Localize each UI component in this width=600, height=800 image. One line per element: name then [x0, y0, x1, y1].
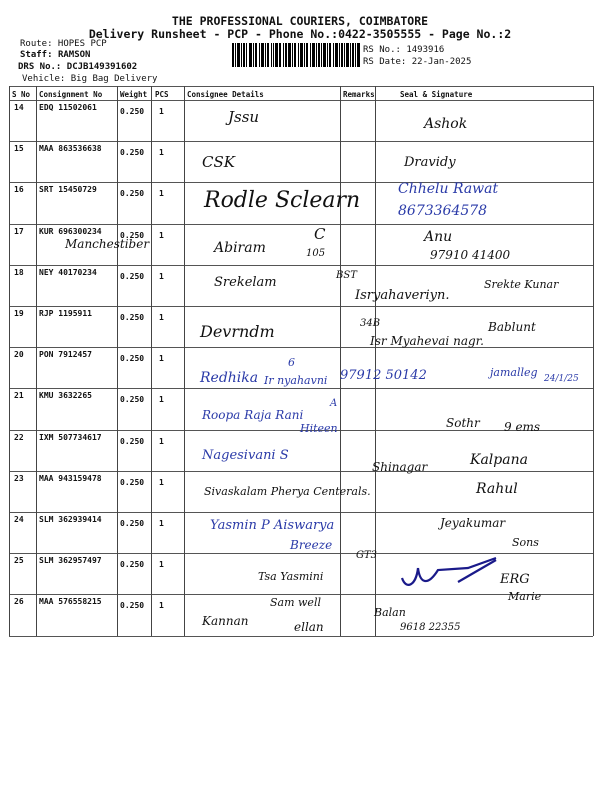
col-divider	[184, 306, 185, 347]
handwritten-address: Isryahaveriyn.	[355, 288, 450, 303]
table-top-border	[9, 86, 593, 87]
row-pcs: 1	[159, 477, 164, 487]
col-divider	[593, 471, 594, 512]
row-sno: 18	[14, 267, 24, 277]
handwritten-signature-part: 9 ems	[504, 420, 541, 434]
handwritten-consignee: Jssu	[228, 108, 260, 126]
row-pcs: 1	[159, 519, 164, 528]
col-divider	[593, 594, 594, 635]
col-divider	[151, 86, 152, 100]
col-divider	[9, 471, 10, 512]
header-bottom-border	[9, 100, 593, 101]
col-divider	[184, 86, 185, 100]
col-divider	[375, 224, 376, 265]
row-sno: 22	[14, 432, 24, 442]
handwritten-signature: Balan	[374, 606, 406, 619]
row-pcs: 1	[159, 560, 164, 570]
col-divider	[593, 224, 594, 265]
col-divider	[151, 388, 152, 429]
row-border	[9, 182, 593, 183]
handwritten-consignee: Devrndm	[200, 322, 275, 341]
rs-number: RS No.: 1493916	[363, 45, 445, 55]
handwritten-address: Hiteen	[300, 422, 338, 435]
handwritten-signature-part: Marie	[508, 590, 542, 603]
col-divider	[36, 224, 37, 265]
handwritten-signature: Sothr	[446, 416, 480, 430]
col-divider	[151, 265, 152, 306]
col-divider	[9, 594, 10, 635]
col-divider	[9, 265, 10, 306]
handwritten-address: Shinagar	[372, 460, 428, 474]
drs-text	[18, 62, 137, 72]
handwritten-signature: Anu	[424, 229, 453, 245]
col-divider	[184, 471, 185, 512]
col-divider	[117, 100, 118, 141]
col-divider	[184, 182, 185, 223]
col-divider	[375, 512, 376, 553]
col-divider	[340, 224, 341, 265]
row-consignment-no: MAA 943159478	[39, 473, 102, 483]
row-weight: 0.250	[120, 230, 145, 240]
col-divider	[117, 86, 118, 100]
handwritten-address: Breeze	[290, 538, 333, 552]
route-text: Route: HOPES PCP	[20, 39, 107, 49]
col-divider	[117, 347, 118, 388]
row-consignment-no: SRT 15450729	[39, 185, 97, 195]
row-sno: 19	[14, 309, 24, 318]
handwritten-door-number: 34B	[360, 318, 381, 329]
col-divider	[36, 430, 37, 471]
handwritten-phone: 97912 50142	[340, 368, 427, 383]
handwritten-signature: Jeyakumar	[440, 516, 506, 530]
col-divider	[340, 306, 341, 347]
handwritten-phone: 9618 22355	[400, 622, 461, 633]
handwritten-note: Manchestiber	[65, 237, 150, 251]
col-divider	[340, 512, 341, 553]
col-divider	[593, 430, 594, 471]
row-sno: 25	[14, 556, 24, 566]
col-divider	[151, 182, 152, 223]
col-divider	[117, 430, 118, 471]
row-border	[9, 636, 593, 637]
col-divider	[340, 141, 341, 182]
row-sno: 23	[14, 473, 24, 483]
row-weight: 0.250	[120, 271, 145, 281]
row-border	[9, 388, 593, 389]
handwritten-note: BST	[336, 270, 357, 281]
col-divider	[375, 182, 376, 223]
runsheet-subtitle: Delivery Runsheet - PCP - Phone No.:0422-3505555 - Page No.:2	[88, 27, 512, 41]
row-sno: 21	[14, 391, 24, 401]
col-divider	[9, 347, 10, 388]
handwritten-consignee: Nagesivani S	[202, 448, 289, 463]
handwritten-consignee: Kannan	[202, 614, 249, 628]
row-consignment-no: MAA 576558215	[39, 597, 102, 607]
row-border	[9, 347, 593, 348]
handwritten-address: Isr Myahevai nagr.	[370, 334, 484, 348]
row-pcs: 1	[159, 271, 164, 281]
col-divider	[151, 141, 152, 182]
row-consignment-no: SLM 362957497	[39, 556, 102, 566]
col-divider	[184, 430, 185, 471]
handwritten-door-number: 6	[288, 356, 295, 369]
col-divider	[36, 100, 37, 141]
col-divider	[9, 388, 10, 429]
row-weight: 0.250	[120, 560, 145, 570]
col-divider	[593, 553, 594, 594]
col-divider	[151, 100, 152, 141]
row-consignment-no: SLM 362939414	[39, 515, 102, 524]
handwritten-scribble-signature	[398, 556, 502, 590]
handwritten-note: GT3	[356, 550, 378, 561]
col-divider	[117, 182, 118, 223]
row-border	[9, 512, 593, 513]
row-pcs: 1	[159, 354, 164, 364]
col-divider	[340, 100, 341, 141]
row-border	[9, 265, 593, 266]
row-weight: 0.250	[120, 313, 145, 322]
row-consignment-no: MAA 863536638	[39, 144, 102, 154]
handwritten-signature: Chhelu Rawat	[398, 181, 499, 197]
handwritten-phone: 8673364578	[398, 203, 488, 219]
col-divider	[340, 594, 341, 635]
row-pcs: 1	[159, 601, 164, 611]
row-weight: 0.250	[120, 601, 145, 611]
handwritten-consignee: CSK	[202, 153, 235, 171]
col-divider	[36, 553, 37, 594]
col-divider	[117, 512, 118, 553]
col-divider	[36, 471, 37, 512]
barcode	[232, 43, 360, 67]
handwritten-note: A	[330, 398, 338, 409]
col-divider	[184, 553, 185, 594]
col-divider	[593, 512, 594, 553]
row-sno: 20	[14, 350, 24, 360]
col-divider	[184, 594, 185, 635]
handwritten-signature: Bablunt	[488, 320, 536, 334]
handwritten-consignee: Srekelam	[214, 275, 277, 290]
col-divider	[151, 306, 152, 347]
col-divider	[184, 224, 185, 265]
vehicle-text: Vehicle: Big Bag Delivery	[22, 74, 158, 84]
col-divider	[9, 100, 10, 141]
col-divider	[151, 224, 152, 265]
row-border	[9, 306, 593, 307]
col-divider	[151, 471, 152, 512]
col-divider	[593, 86, 594, 100]
col-header-sno: S No	[12, 90, 31, 99]
row-border	[9, 471, 593, 472]
row-sno: 17	[14, 226, 24, 236]
row-consignment-no: KUR 696300234	[39, 226, 102, 236]
row-border	[9, 224, 593, 225]
col-header-seal-signature: Seal & Signature	[400, 90, 473, 99]
row-consignment-no: IXM 507734617	[39, 432, 102, 442]
handwritten-signature: Rahul	[476, 481, 518, 497]
col-divider	[593, 306, 594, 347]
staff-text	[20, 50, 90, 60]
col-divider	[593, 100, 594, 141]
row-weight: 0.250	[120, 107, 145, 116]
row-consignment-no: PON 7912457	[39, 350, 92, 360]
col-divider	[593, 182, 594, 223]
col-divider	[184, 388, 185, 429]
col-divider	[117, 265, 118, 306]
handwritten-door: C	[314, 225, 326, 243]
row-consignment-no: RJP 1195911	[39, 309, 92, 318]
col-divider	[117, 306, 118, 347]
col-divider	[593, 265, 594, 306]
col-header-remarks: Remarks	[343, 90, 375, 99]
col-divider	[117, 388, 118, 429]
staff-value: RAMSON	[57, 50, 91, 60]
col-divider	[9, 512, 10, 553]
handwritten-signature: Ashok	[424, 116, 468, 132]
handwritten-consignee-part: ellan	[294, 620, 324, 634]
col-divider	[184, 347, 185, 388]
row-sno: 16	[14, 185, 24, 195]
row-border	[9, 141, 593, 142]
row-weight: 0.250	[120, 189, 145, 199]
col-divider	[184, 141, 185, 182]
col-divider	[340, 86, 341, 100]
row-weight: 0.250	[120, 148, 145, 158]
col-divider	[9, 306, 10, 347]
row-weight: 0.250	[120, 395, 145, 405]
handwritten-consignee: Roopa Raja Rani	[202, 408, 304, 422]
row-pcs: 1	[159, 395, 164, 405]
col-divider	[36, 347, 37, 388]
col-divider	[117, 594, 118, 635]
col-divider	[9, 553, 10, 594]
company-title: THE PROFESSIONAL COURIERS, COIMBATORE	[171, 14, 429, 28]
row-sno: 15	[14, 144, 24, 154]
col-divider	[36, 265, 37, 306]
staff-label: Staff:	[20, 50, 53, 60]
drs-label: DRS No.:	[18, 62, 62, 72]
handwritten-consignee: Abiram	[214, 240, 266, 256]
col-divider	[151, 430, 152, 471]
col-divider	[9, 141, 10, 182]
row-pcs: 1	[159, 230, 164, 240]
row-pcs: 1	[159, 107, 164, 116]
col-divider	[36, 512, 37, 553]
handwritten-consignee: Yasmin P Aiswarya	[210, 518, 335, 533]
handwritten-consignee: Rodle Sclearn	[204, 188, 361, 213]
col-divider	[151, 553, 152, 594]
row-weight: 0.250	[120, 354, 145, 364]
col-header-pcs: PCS	[155, 90, 169, 99]
col-divider	[593, 347, 594, 388]
col-divider	[593, 141, 594, 182]
row-pcs: 1	[159, 189, 164, 199]
col-divider	[151, 347, 152, 388]
col-divider	[36, 388, 37, 429]
col-divider	[184, 265, 185, 306]
row-weight: 0.250	[120, 477, 145, 487]
handwritten-signature: ERG	[500, 572, 530, 587]
col-divider	[151, 512, 152, 553]
handwritten-signature: Kalpana	[470, 452, 528, 468]
col-divider	[340, 553, 341, 594]
col-divider	[184, 100, 185, 141]
row-pcs: 1	[159, 313, 164, 322]
handwritten-signature-part: Sons	[512, 536, 539, 549]
handwritten-signature: jamalleg	[490, 366, 538, 379]
handwritten-consignee-part: Sam well	[270, 596, 321, 609]
col-divider	[375, 100, 376, 141]
col-divider	[375, 86, 376, 100]
handwritten-consignee: Redhika	[200, 370, 259, 386]
handwritten-consignee: Sivaskalam Pherya Centerals.	[204, 485, 371, 498]
row-sno: 24	[14, 515, 24, 524]
col-divider	[340, 430, 341, 471]
col-divider	[36, 141, 37, 182]
row-pcs: 1	[159, 148, 164, 158]
row-sno: 14	[14, 103, 24, 112]
col-divider	[36, 86, 37, 100]
row-weight: 0.250	[120, 436, 145, 446]
col-divider	[9, 430, 10, 471]
handwritten-door-number: 105	[306, 248, 326, 259]
col-divider	[375, 141, 376, 182]
row-border	[9, 553, 593, 554]
row-consignment-no: EDQ 11502061	[39, 103, 97, 112]
row-pcs: 1	[159, 436, 164, 446]
col-divider	[9, 86, 10, 100]
col-divider	[117, 553, 118, 594]
col-divider	[9, 224, 10, 265]
handwritten-phone: 97910 41400	[430, 248, 511, 262]
row-consignment-no: NEY 40170234	[39, 267, 97, 277]
col-header-weight: Weight	[120, 90, 148, 99]
col-divider	[117, 141, 118, 182]
drs-value: DCJB149391602	[66, 62, 138, 72]
handwritten-signature: Dravidy	[404, 155, 456, 170]
handwritten-signature: Srekte Kunar	[484, 278, 559, 291]
col-divider	[184, 512, 185, 553]
col-divider	[36, 306, 37, 347]
handwritten-date: 24/1/25	[544, 374, 579, 384]
col-divider	[36, 594, 37, 635]
col-divider	[36, 182, 37, 223]
row-sno: 26	[14, 597, 24, 607]
col-divider	[9, 182, 10, 223]
col-divider	[151, 594, 152, 635]
col-divider	[375, 388, 376, 429]
row-consignment-no: KMU 3632265	[39, 391, 92, 401]
rs-date: RS Date: 22-Jan-2025	[363, 57, 472, 67]
col-divider	[117, 471, 118, 512]
col-divider	[593, 388, 594, 429]
col-divider	[340, 388, 341, 429]
handwritten-consignee: Tsa Yasmini	[258, 570, 324, 583]
col-header-consignee: Consignee Details	[187, 90, 264, 99]
col-header-consignment: Consignment No	[39, 90, 103, 99]
col-divider	[375, 471, 376, 512]
row-weight: 0.250	[120, 519, 145, 528]
handwritten-address: Ir nyahavni	[264, 374, 328, 387]
